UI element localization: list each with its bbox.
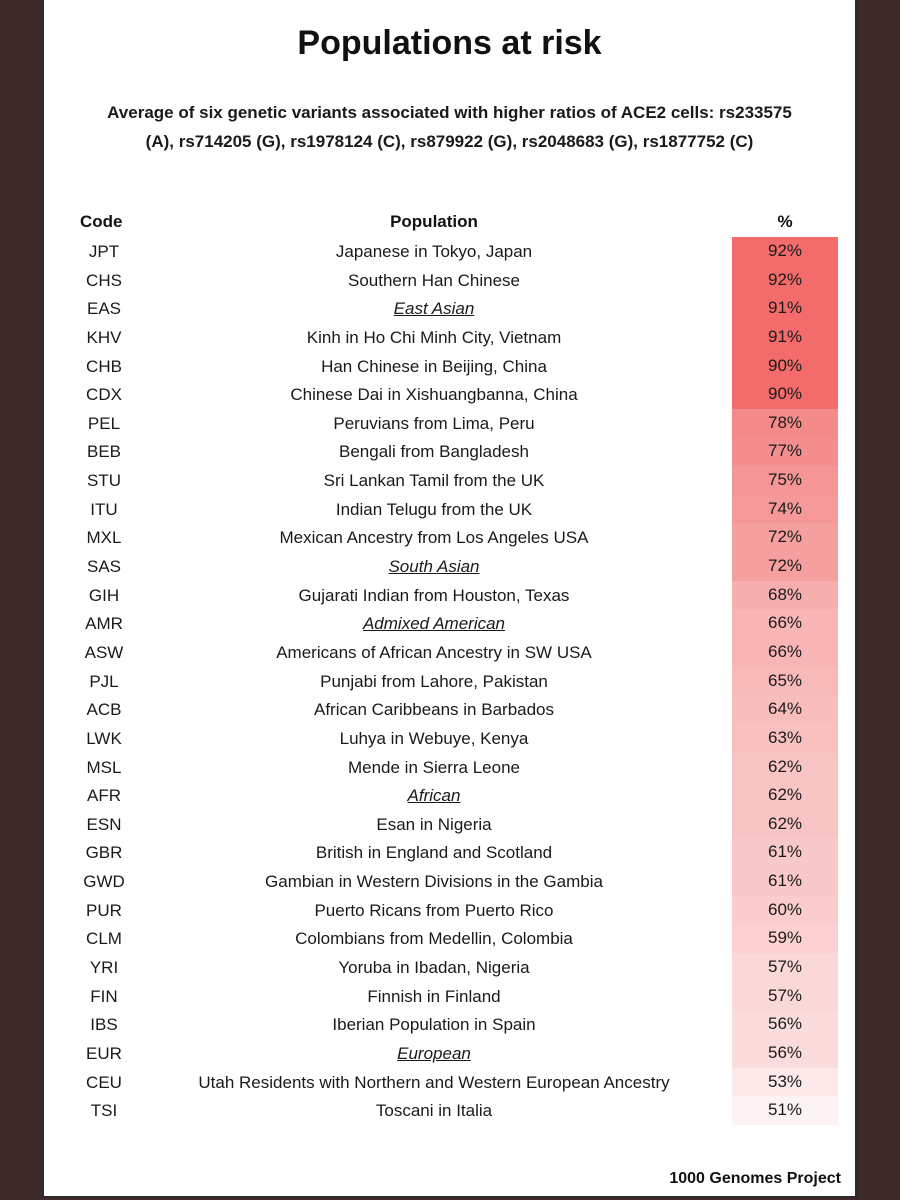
row-code: KHV: [86, 327, 122, 347]
row-population: Indian Telugu from the UK: [335, 499, 533, 519]
row-code: ACB: [86, 700, 122, 720]
row-code: GWD: [83, 872, 125, 892]
table-row: [44, 867, 859, 896]
row-code: GIH: [88, 585, 120, 605]
row-population: Peruvians from Lima, Peru: [333, 413, 535, 433]
row-percent-cell: 68%: [732, 581, 838, 610]
table-row: [44, 724, 859, 753]
table-row: [44, 437, 859, 466]
row-percent-cell: 56%: [732, 1010, 838, 1039]
row-code: CLM: [86, 929, 122, 949]
chart-title: Populations at risk: [297, 24, 602, 62]
row-code: AFR: [87, 786, 121, 806]
table-row: [44, 609, 859, 638]
row-percent-cell: 77%: [732, 437, 838, 466]
table-row: [44, 896, 859, 925]
table-row: [44, 1096, 859, 1125]
table-row: [44, 838, 859, 867]
row-percent-cell: 57%: [732, 982, 838, 1011]
row-percent-cell: 91%: [732, 323, 838, 352]
row-code: EAS: [86, 299, 122, 319]
row-percent-cell: 63%: [732, 724, 838, 753]
row-code: CDX: [86, 385, 122, 405]
row-code: ASW: [84, 642, 124, 662]
row-percent-cell: 62%: [732, 810, 838, 839]
row-percent-cell: 72%: [732, 552, 838, 581]
row-region-group: European: [397, 1043, 471, 1063]
row-percent-cell: 53%: [732, 1068, 838, 1097]
row-region-group: South Asian: [388, 557, 480, 577]
table-row: [44, 409, 859, 438]
data-table: [44, 237, 859, 1125]
table-row: [44, 638, 859, 667]
row-percent-cell: 60%: [732, 896, 838, 925]
row-population: Gujarati Indian from Houston, Texas: [298, 585, 570, 605]
row-population: Japanese in Tokyo, Japan: [335, 242, 533, 261]
table-row: [44, 552, 859, 581]
row-percent-cell: 90%: [732, 380, 838, 409]
table-row: [44, 810, 859, 839]
row-percent-cell: 64%: [732, 695, 838, 724]
row-percent-cell: 62%: [732, 781, 838, 810]
row-population: Mende in Sierra Leone: [347, 757, 520, 777]
row-population: Iberian Population in Spain: [332, 1015, 536, 1035]
row-population: Gambian in Western Divisions in the Gambia: [265, 872, 603, 892]
table-row: [44, 1010, 859, 1039]
row-code: CHS: [86, 270, 122, 290]
table-row: [44, 294, 859, 323]
row-percent-cell: 74%: [732, 495, 838, 524]
table-row: [44, 523, 859, 552]
row-code: FIN: [90, 986, 118, 1006]
row-code: IBS: [90, 1015, 118, 1035]
row-population: Yoruba in Ibadan, Nigeria: [338, 958, 530, 978]
row-percent-cell: 90%: [732, 352, 838, 381]
row-code: ESN: [86, 814, 122, 834]
row-percent-cell: 66%: [732, 609, 838, 638]
row-population: Utah Residents with Northern and Western European Ancestry: [198, 1072, 670, 1092]
row-code: JPT: [88, 242, 120, 261]
column-header-percent: %: [777, 212, 793, 231]
row-population: Kinh in Ho Chi Minh City, Vietnam: [306, 327, 562, 347]
table-row: [44, 781, 859, 810]
row-population: Esan in Nigeria: [376, 814, 492, 834]
row-population: Mexican Ancestry from Los Angeles USA: [279, 528, 589, 548]
row-population: Southern Han Chinese: [347, 270, 520, 290]
column-header-code: Code: [80, 212, 123, 231]
row-percent-cell: 65%: [732, 667, 838, 696]
row-percent-cell: 75%: [732, 466, 838, 495]
table-row: [44, 1039, 859, 1068]
row-population: Americans of African Ancestry in SW USA: [276, 642, 592, 662]
source-footer: 1000 Genomes Project: [669, 1170, 841, 1187]
row-population: Toscani in Italia: [375, 1101, 493, 1121]
row-population: African Caribbeans in Barbados: [313, 700, 555, 720]
row-percent-cell: 56%: [732, 1039, 838, 1068]
row-percent-cell: 92%: [732, 266, 838, 295]
row-code: CHB: [86, 356, 122, 376]
row-code: BEB: [86, 442, 122, 462]
table-row: [44, 924, 859, 953]
row-code: CEU: [86, 1072, 122, 1092]
row-code: LWK: [86, 728, 122, 748]
row-code: MXL: [86, 528, 122, 548]
table-row: [44, 982, 859, 1011]
table-row: [44, 466, 859, 495]
table-row: [44, 667, 859, 696]
table-row: [44, 695, 859, 724]
row-percent-cell: 59%: [732, 924, 838, 953]
row-population: Sri Lankan Tamil from the UK: [323, 471, 545, 491]
row-percent-cell: 91%: [732, 294, 838, 323]
row-code: EUR: [86, 1043, 122, 1063]
row-percent-cell: 51%: [732, 1096, 838, 1125]
row-population: Colombians from Medellin, Colombia: [295, 929, 573, 949]
table-row: [44, 266, 859, 295]
row-code: GBR: [85, 843, 123, 863]
row-population: Puerto Ricans from Puerto Rico: [314, 900, 554, 920]
row-region-group: African: [407, 786, 461, 806]
chart-panel: [42, 0, 857, 1198]
row-population: British in England and Scotland: [315, 843, 553, 863]
row-population: Punjabi from Lahore, Pakistan: [320, 671, 548, 691]
row-code: YRI: [89, 958, 119, 978]
row-percent-cell: 66%: [732, 638, 838, 667]
table-row: [44, 581, 859, 610]
table-row: [44, 1068, 859, 1097]
table-row: [44, 953, 859, 982]
row-code: PUR: [86, 900, 122, 920]
row-percent-cell: 72%: [732, 523, 838, 552]
row-code: STU: [87, 471, 121, 491]
row-region-group: Admixed American: [362, 614, 506, 634]
row-percent-cell: 62%: [732, 753, 838, 782]
row-percent-cell: 78%: [732, 409, 838, 438]
row-code: PEL: [87, 413, 121, 433]
table-row: [44, 495, 859, 524]
row-population: Han Chinese in Beijing, China: [321, 356, 547, 376]
table-row: [44, 323, 859, 352]
row-code: PJL: [89, 671, 119, 691]
row-percent-cell: 61%: [732, 867, 838, 896]
column-header-population: Population: [390, 212, 478, 231]
chart-subtitle: Average of six genetic variants associated with higher ratios of ACE2 cells: rs233575 (A), rs714205 (G), rs1978124 (C), rs879922 (G), rs2048683 (G), rs1877752 (C): [107, 103, 792, 151]
row-percent-cell: 57%: [732, 953, 838, 982]
row-code: MSL: [86, 757, 122, 777]
row-population: Chinese Dai in Xishuangbanna, China: [290, 385, 578, 405]
row-percent-cell: 92%: [732, 237, 838, 266]
row-code: SAS: [86, 557, 122, 577]
row-code: TSI: [90, 1101, 118, 1121]
table-row: [44, 352, 859, 381]
row-population: Finnish in Finland: [367, 986, 501, 1006]
table-row: [44, 237, 859, 266]
row-population: Luhya in Webuye, Kenya: [339, 728, 529, 748]
row-code: ITU: [90, 499, 118, 519]
row-percent-cell: 61%: [732, 838, 838, 867]
row-code: AMR: [85, 614, 123, 634]
table-row: [44, 380, 859, 409]
table-row: [44, 753, 859, 782]
row-region-group: East Asian: [393, 299, 475, 319]
row-population: Bengali from Bangladesh: [339, 442, 529, 462]
